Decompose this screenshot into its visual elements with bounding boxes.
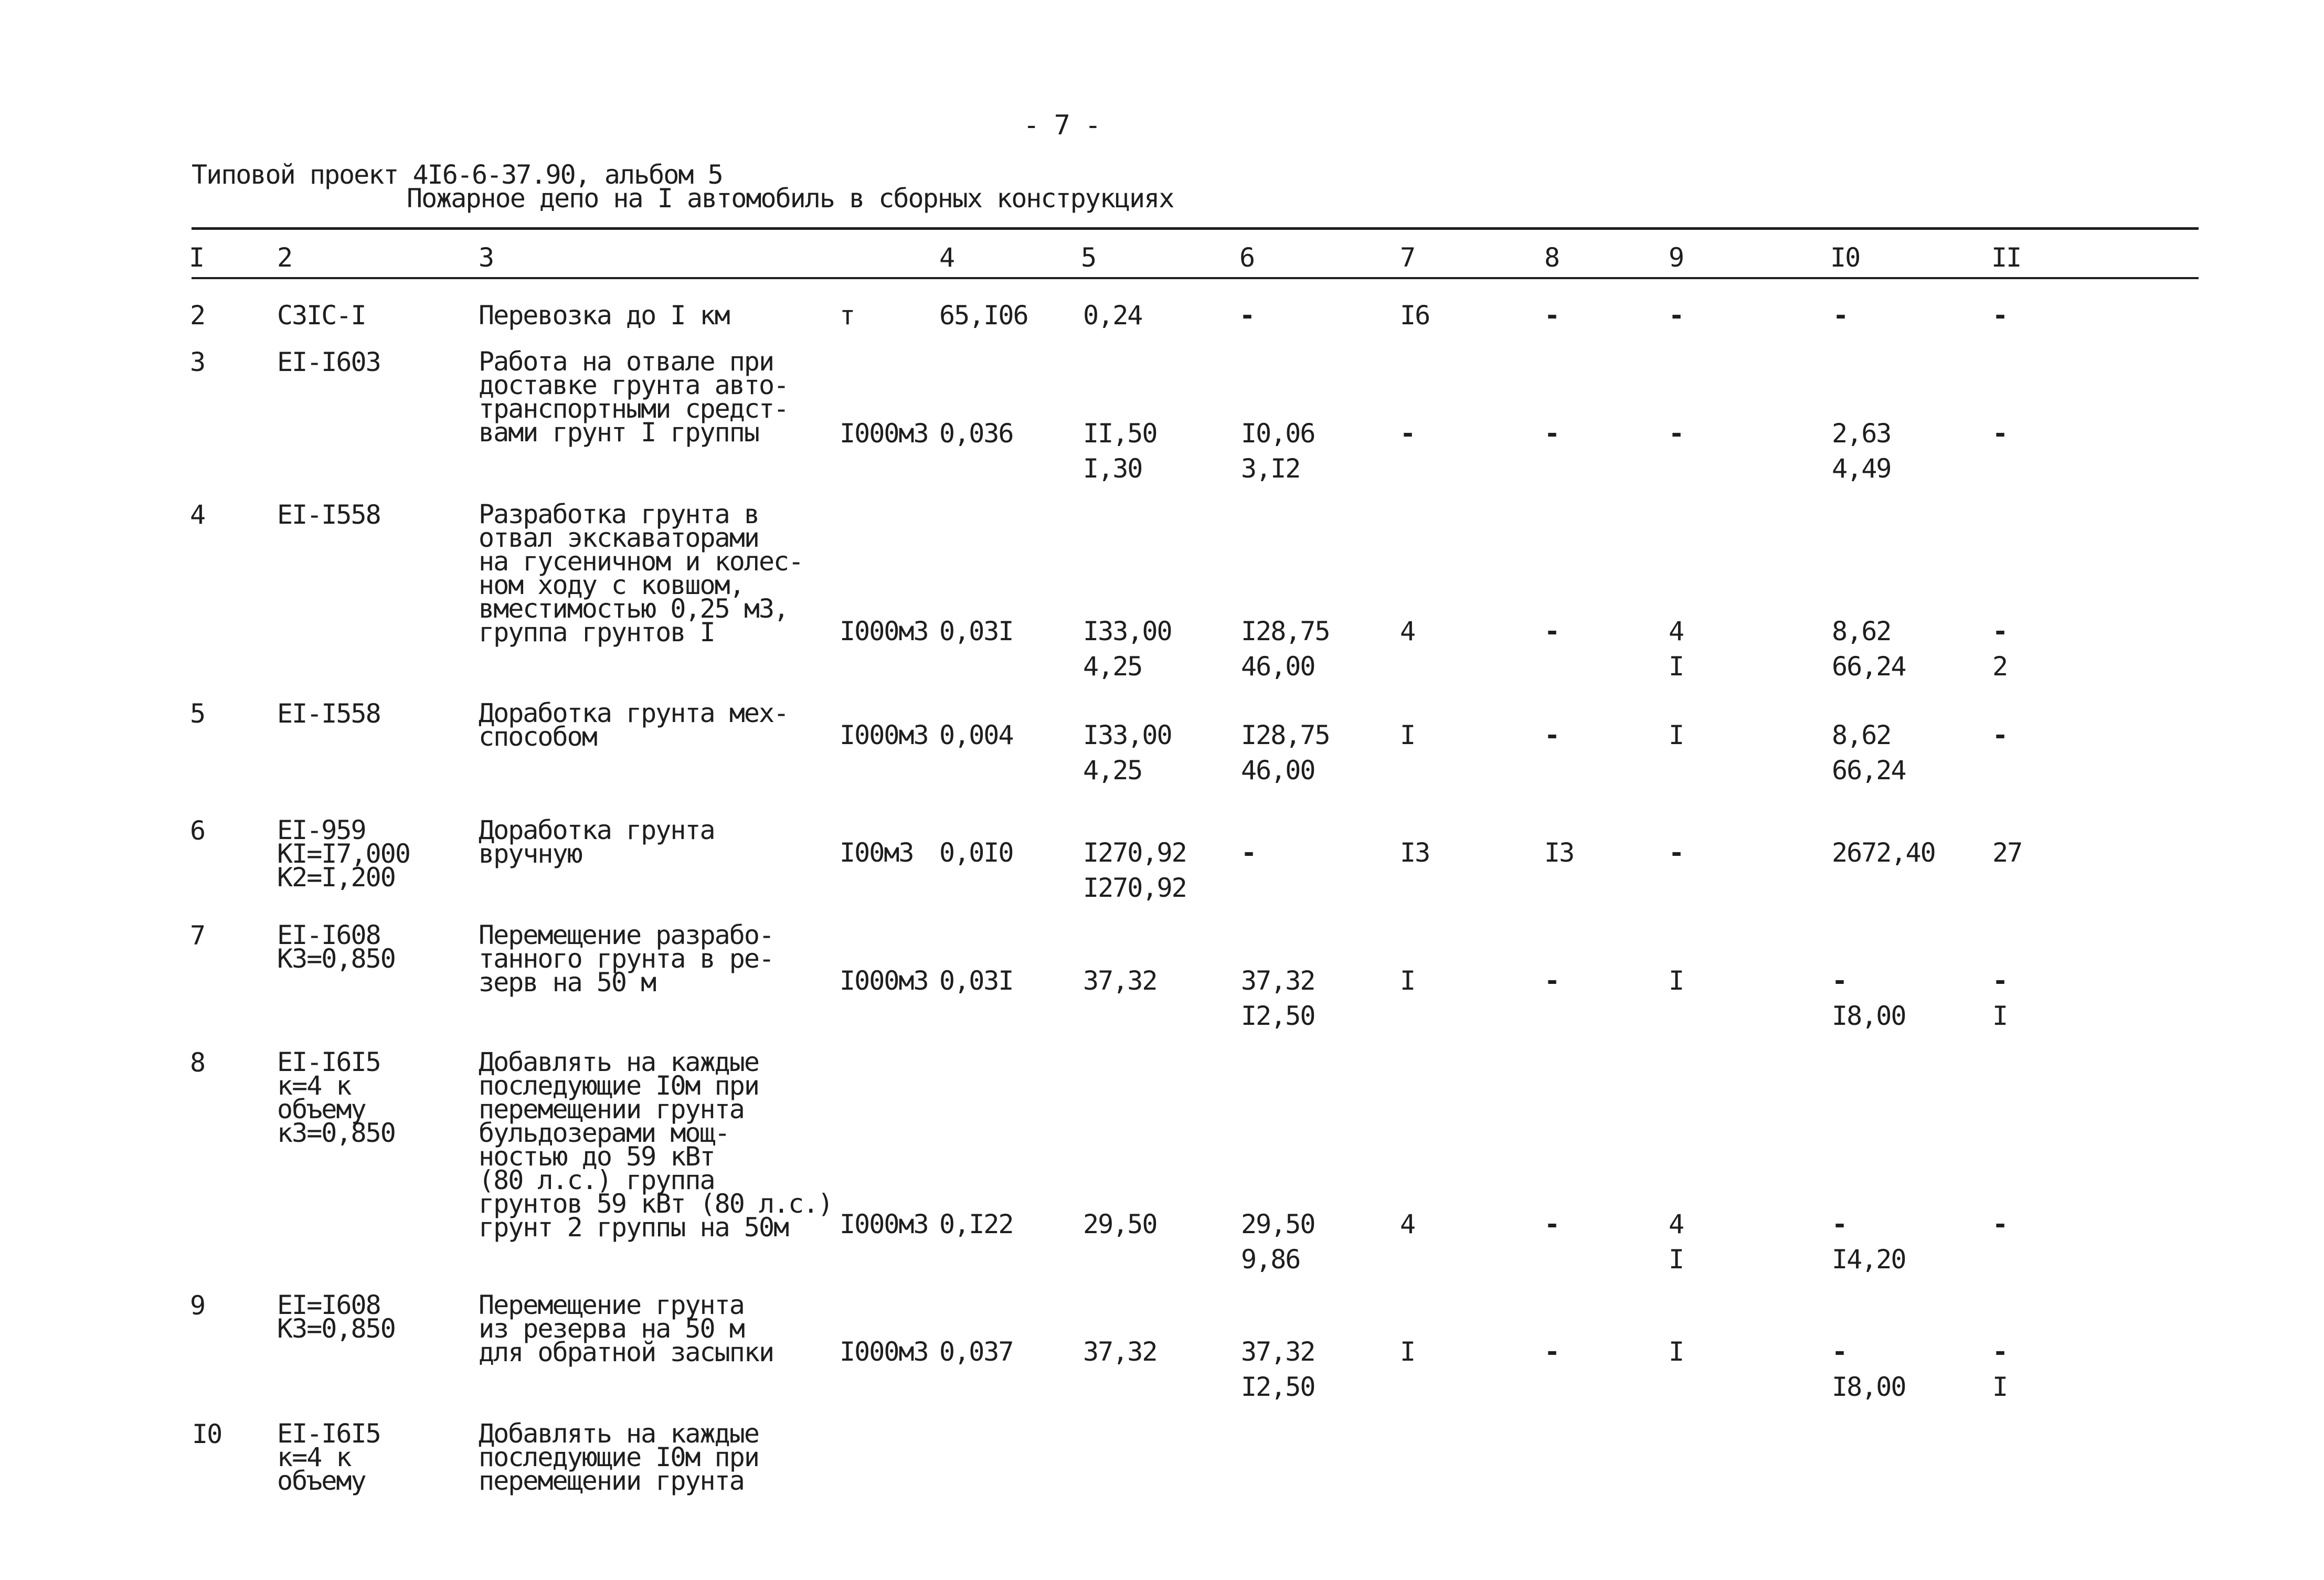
rate-code: EI-I6I5 к=4 к объему к3=0,850 bbox=[277, 1047, 395, 1148]
col6-value-2: I2,50 bbox=[1241, 1372, 1315, 1402]
col7-value: - bbox=[1400, 418, 1415, 449]
column-header-1: I bbox=[189, 242, 204, 273]
col6-value: - bbox=[1239, 300, 1255, 331]
work-description: Добавлять на каждые последующие I0м при перемещении грунта бульдозерами мощ- ностью до 59 кВт (80 л.с.) группа грунтов 59 кВт (80 л.с.) грунт 2 группы на 50м bbox=[479, 1047, 833, 1243]
col11-value-2: I bbox=[1992, 1001, 2008, 1031]
col10-value-2: 4,49 bbox=[1832, 453, 1891, 484]
col10-value: - bbox=[1833, 300, 1848, 331]
work-description: Доработка грунта мех- способом bbox=[479, 698, 789, 752]
unit: I000м3 bbox=[840, 616, 928, 646]
unit: I000м3 bbox=[840, 720, 928, 750]
col10-value: - bbox=[1832, 966, 1847, 996]
col5-value-2: 4,25 bbox=[1083, 755, 1142, 786]
col5-value: II,50 bbox=[1083, 418, 1157, 449]
work-description: Перевозка до I км bbox=[479, 300, 729, 331]
col7-value: I3 bbox=[1400, 837, 1430, 868]
col10-value-2: 66,24 bbox=[1832, 651, 1906, 682]
col10-value: 2672,40 bbox=[1832, 837, 1935, 868]
col7-value: I bbox=[1400, 720, 1415, 750]
col6-value-2: I2,50 bbox=[1241, 1001, 1315, 1031]
quantity: 65,I06 bbox=[939, 300, 1028, 331]
col6-value: I28,75 bbox=[1241, 720, 1330, 750]
col11-value: 27 bbox=[1992, 837, 2022, 868]
col5-value: 37,32 bbox=[1083, 966, 1157, 996]
col9-value: I bbox=[1669, 966, 1684, 996]
col9-value: 4 bbox=[1669, 616, 1684, 646]
col8-value: - bbox=[1544, 1337, 1559, 1367]
col6-value: I28,75 bbox=[1241, 616, 1330, 646]
rate-code: EI=I608 K3=0,850 bbox=[277, 1290, 395, 1344]
quantity: 0,037 bbox=[939, 1337, 1013, 1367]
col5-value-2: I,30 bbox=[1083, 453, 1142, 484]
rate-code: EI-I608 K3=0,850 bbox=[277, 920, 395, 974]
col11-value: - bbox=[1992, 1209, 2008, 1239]
row-number: 8 bbox=[190, 1047, 205, 1078]
col6-value-2: 3,I2 bbox=[1241, 453, 1300, 484]
col6-value: - bbox=[1241, 837, 1256, 868]
col7-value: 4 bbox=[1400, 616, 1415, 646]
col8-value: I3 bbox=[1544, 837, 1574, 868]
row-number: 6 bbox=[190, 815, 205, 846]
rate-code: EI-I558 bbox=[277, 500, 380, 530]
quantity: 0,0I0 bbox=[939, 837, 1013, 868]
col8-value: - bbox=[1544, 418, 1559, 449]
col10-value-2: I4,20 bbox=[1832, 1244, 1906, 1275]
col9-value-2: I bbox=[1669, 651, 1684, 682]
col10-value: 8,62 bbox=[1832, 616, 1891, 646]
unit: I000м3 bbox=[840, 1209, 928, 1239]
col10-value-2: I8,00 bbox=[1832, 1001, 1906, 1031]
col10-value-2: I8,00 bbox=[1832, 1372, 1906, 1402]
col6-value-2: 46,00 bbox=[1241, 651, 1315, 682]
unit: I000м3 bbox=[840, 966, 928, 996]
quantity: 0,036 bbox=[939, 418, 1013, 449]
header-top-rule bbox=[192, 227, 2199, 230]
col10-value: - bbox=[1832, 1337, 1847, 1367]
work-description: Добавлять на каждые последующие I0м при перемещении грунта bbox=[479, 1418, 759, 1496]
col7-value: I6 bbox=[1400, 300, 1430, 331]
column-header-9: 9 bbox=[1669, 242, 1684, 273]
row-number: 3 bbox=[190, 347, 205, 377]
rate-code: EI-I603 bbox=[277, 347, 380, 377]
col5-value: 0,24 bbox=[1083, 300, 1142, 331]
col6-value-2: 46,00 bbox=[1241, 755, 1315, 786]
column-header-2: 2 bbox=[277, 242, 292, 273]
quantity: 0,I22 bbox=[939, 1209, 1013, 1239]
work-description: Перемещение грунта из резерва на 50 м для обратной засыпки bbox=[479, 1290, 774, 1367]
col8-value: - bbox=[1544, 720, 1559, 750]
col6-value: I0,06 bbox=[1241, 418, 1315, 449]
row-number: 5 bbox=[190, 698, 205, 729]
col11-value: - bbox=[1992, 720, 2008, 750]
col10-value: - bbox=[1832, 1209, 1847, 1239]
col6-value: 29,50 bbox=[1241, 1209, 1315, 1239]
quantity: 0,004 bbox=[939, 720, 1013, 750]
col9-value: - bbox=[1669, 837, 1684, 868]
work-description: Перемещение разрабо- танного грунта в ре- зерв на 50 м bbox=[479, 920, 774, 998]
rate-code: EI-I6I5 к=4 к объему bbox=[277, 1418, 380, 1496]
col5-value-2: I270,92 bbox=[1083, 873, 1186, 903]
rate-code: EI-I558 bbox=[277, 698, 380, 729]
unit: т bbox=[840, 300, 855, 331]
col9-value: I bbox=[1669, 720, 1684, 750]
column-header-7: 7 bbox=[1400, 242, 1415, 273]
col8-value: - bbox=[1544, 966, 1559, 996]
column-header-8: 8 bbox=[1544, 242, 1559, 273]
col5-value-2: 4,25 bbox=[1083, 651, 1142, 682]
column-header-6: 6 bbox=[1239, 242, 1255, 273]
row-number: 7 bbox=[190, 920, 205, 951]
col11-value-2: 2 bbox=[1992, 651, 2008, 682]
row-number: I0 bbox=[192, 1419, 222, 1449]
column-header-4: 4 bbox=[939, 242, 954, 273]
col6-value: 37,32 bbox=[1241, 1337, 1315, 1367]
col5-value: I33,00 bbox=[1083, 616, 1172, 646]
col9-value-2: I bbox=[1669, 1244, 1684, 1275]
col6-value-2: 9,86 bbox=[1241, 1244, 1300, 1275]
col9-value: - bbox=[1669, 300, 1684, 331]
unit: I00м3 bbox=[840, 837, 914, 868]
col11-value: - bbox=[1992, 1337, 2008, 1367]
page-number: - 7 - bbox=[1023, 110, 1100, 141]
column-header-10: I0 bbox=[1830, 242, 1860, 273]
col6-value: 37,32 bbox=[1241, 966, 1315, 996]
project-title: Типовой проект 4I6-6-37.90, альбом 5 bbox=[192, 160, 723, 190]
col10-value: 8,62 bbox=[1832, 720, 1891, 750]
col10-value: 2,63 bbox=[1832, 418, 1891, 449]
work-description: Работа на отвале при доставке грунта авто- транспортными средст- вами грунт I группы bbox=[479, 346, 789, 448]
col9-value: I bbox=[1669, 1337, 1684, 1367]
col11-value: - bbox=[1992, 966, 2008, 996]
col8-value: - bbox=[1544, 1209, 1559, 1239]
col11-value: - bbox=[1992, 616, 2008, 646]
col5-value: I270,92 bbox=[1083, 837, 1186, 868]
col7-value: I bbox=[1400, 1337, 1415, 1367]
column-header-5: 5 bbox=[1081, 242, 1096, 273]
header-bottom-rule bbox=[192, 277, 2199, 279]
work-description: Разработка грунта в отвал экскаваторами на гусеничном и колес- ном ходу с ковшом, вместимостью 0,25 м3, группа грунтов I bbox=[479, 499, 803, 648]
col8-value: - bbox=[1544, 300, 1559, 331]
col11-value-2: I bbox=[1992, 1372, 2008, 1402]
col7-value: 4 bbox=[1400, 1209, 1415, 1239]
work-description: Доработка грунта вручную bbox=[479, 815, 715, 869]
col11-value: - bbox=[1992, 418, 2008, 449]
rate-code: C3IC-I bbox=[277, 300, 366, 331]
quantity: 0,03I bbox=[939, 966, 1013, 996]
project-subtitle: Пожарное депо на I автомобиль в сборных конструкциях bbox=[407, 183, 1174, 214]
row-number: 2 bbox=[190, 300, 205, 331]
col8-value: - bbox=[1544, 616, 1559, 646]
row-number: 9 bbox=[190, 1290, 205, 1321]
col5-value: 29,50 bbox=[1083, 1209, 1157, 1239]
col7-value: I bbox=[1400, 966, 1415, 996]
col5-value: I33,00 bbox=[1083, 720, 1172, 750]
column-header-11: II bbox=[1991, 242, 2021, 273]
col9-value: - bbox=[1669, 418, 1684, 449]
unit: I000м3 bbox=[840, 418, 928, 449]
col11-value: - bbox=[1992, 300, 2008, 331]
column-header-3: 3 bbox=[479, 242, 494, 273]
quantity: 0,03I bbox=[939, 616, 1013, 646]
col10-value-2: 66,24 bbox=[1832, 755, 1906, 786]
rate-code: EI-959 KI=I7,000 K2=I,200 bbox=[277, 815, 410, 893]
row-number: 4 bbox=[190, 500, 205, 530]
unit: I000м3 bbox=[840, 1337, 928, 1367]
col9-value: 4 bbox=[1669, 1209, 1684, 1239]
col5-value: 37,32 bbox=[1083, 1337, 1157, 1367]
